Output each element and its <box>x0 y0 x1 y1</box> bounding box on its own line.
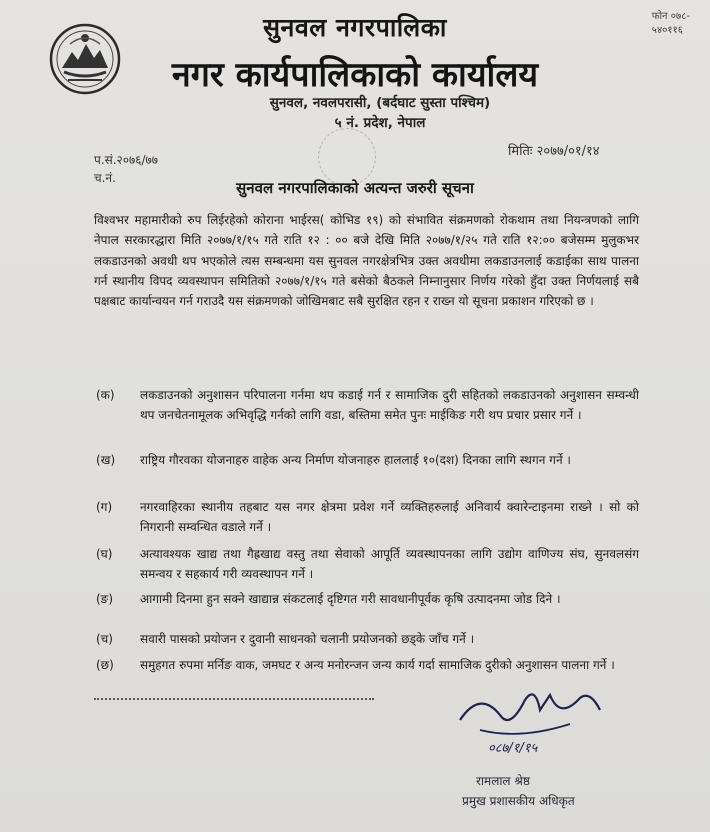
phone-label: फोन ०७८- <box>651 11 690 22</box>
list-item <box>94 630 639 650</box>
list-item <box>94 545 639 584</box>
list-item <box>94 386 639 425</box>
province-line: ५ नं. प्रदेश, नेपाल <box>334 115 426 131</box>
item-text: सवारी पासको प्रयोजन र दुवानी साधनको चलानी प्रयोजनको छड्के जाँच गर्ने । <box>140 632 475 646</box>
office-address: सुनवल, नवलपरासी, (बर्दघाट सुस्ता पश्चिम) <box>269 95 491 111</box>
item-label: (क) <box>96 388 115 402</box>
letter-date: मितिः २०७७/०१/१४ <box>508 144 600 159</box>
item-text: राष्ट्रिय गौरवका योजनाहरु वाहेक अन्य निर्माण योजनाहरु हाललाई १०(दश) दिनका लागि स्थगन गर्ने । <box>140 453 571 467</box>
item-text: अत्यावश्यक खाद्य तथा गैह्रखाद्य वस्तु तथा सेवाको आपूर्ति व्यवस्थापनका लागि उद्योग वाणिज्य संघ, सुनवलसंग समन्वय र सहकार्य गरी व्यवस्थापन गर्ने । <box>140 547 639 581</box>
item-label: (च) <box>96 632 113 646</box>
intro-paragraph: विश्वभर महामारीको रुप लिईरहेको कोराना भाईरस( कोभिड १९) को संभावित संक्रमणको रोकथाम तथा नियन्त्रणको लागि नेपाल सरकारद्धारा मिति २०७७/१/१५ गते राति १२ : ०० बजे देखि मिति २०७७/१/२५ गते राति १२:०० बजेसम्म मुलुकभर लकडाउनको अवधी थप भएकोले त्यस सम्बन्धमा यस सुनवल नगरक्षेत्रभित्र उक्त अवधीमा लकडाउनलाई कडाईका साथ पालना गर्न स्थानीय विपद व्यवस्थापन समितिको २०७७/१/१५ गते बसेको बैठकले निम्नानुसार निर्णय गरेको हुँदा उक्त निर्णयलाई सबै पक्षबाट कार्यान्वयन गर्न गराउदै यस संक्रमणको जोखिमबाट सबै सुरक्षित रहन र राख्न यो सूचना प्रकाशन गरिएको छ । <box>94 213 639 309</box>
item-label: (ग) <box>96 500 113 514</box>
item-text: लकडाउनको अनुशासन परिपालना गर्नमा थप कडाई गर्न र सामाजिक दुरी सहितको लकडाउनको अनुशासन सम्वन्धी थप जनचेतनामूलक अभिवृद्धि गर्नको लागि वडा, बस्तिमा समेत पुनः माईकिङ गरी थप प्रचार प्रसार गर्ने । <box>140 388 639 422</box>
item-label: (ङ) <box>96 592 114 606</box>
item-label: (घ) <box>96 547 113 561</box>
list-item <box>94 656 639 676</box>
office-name: नगर कार्यपालिकाको कार्यालय <box>171 55 539 95</box>
item-label: (छ) <box>96 658 114 672</box>
item-text: आगामी दिनमा हुन सक्ने खाद्यान्न संकटलाई दृष्टिगत गरी सावधानीपूर्वक कृषि उत्पादनमा जोड दिने । <box>140 592 561 606</box>
item-text: समुहगत रुपमा मर्निङ वाक, जमघट र अन्य मनोरन्जन जन्य कार्य गर्दा सामाजिक दुरीको अनुशासन पालना गर्ने । <box>140 658 615 672</box>
list-item <box>94 451 639 471</box>
letter-number: प.सं.२०७६/७७ <box>94 153 159 167</box>
municipality-name: सुनवल नगरपालिका <box>263 13 447 42</box>
signatory-title: प्रमुख प्रशासकीय अधिकृत <box>462 794 575 808</box>
signatory-name: रामलाल श्रेष्ठ <box>476 774 530 788</box>
list-item <box>94 590 639 610</box>
dispatch-number: च.नं. <box>94 171 116 185</box>
item-label: (ख) <box>96 453 116 467</box>
list-item <box>94 498 639 537</box>
notice-subject: सुनवल नगरपालिकाको अत्यन्त जरुरी सूचना <box>236 179 474 197</box>
phone-number: ५४०११६ <box>651 25 683 36</box>
dotted-divider <box>94 698 374 700</box>
item-text: नगरवाहिरका स्थानीय तहबाट यस नगर क्षेत्रमा प्रवेश गर्ने व्यक्तिहरुलाई अनिवार्य क्वारेन्टाइनमा राख्ने । सो को निगरानी सम्वन्धित वडाले गर्ने । <box>140 500 639 534</box>
signature-date: ०८७/१/१५ <box>488 741 538 756</box>
signature-mark <box>440 680 630 770</box>
